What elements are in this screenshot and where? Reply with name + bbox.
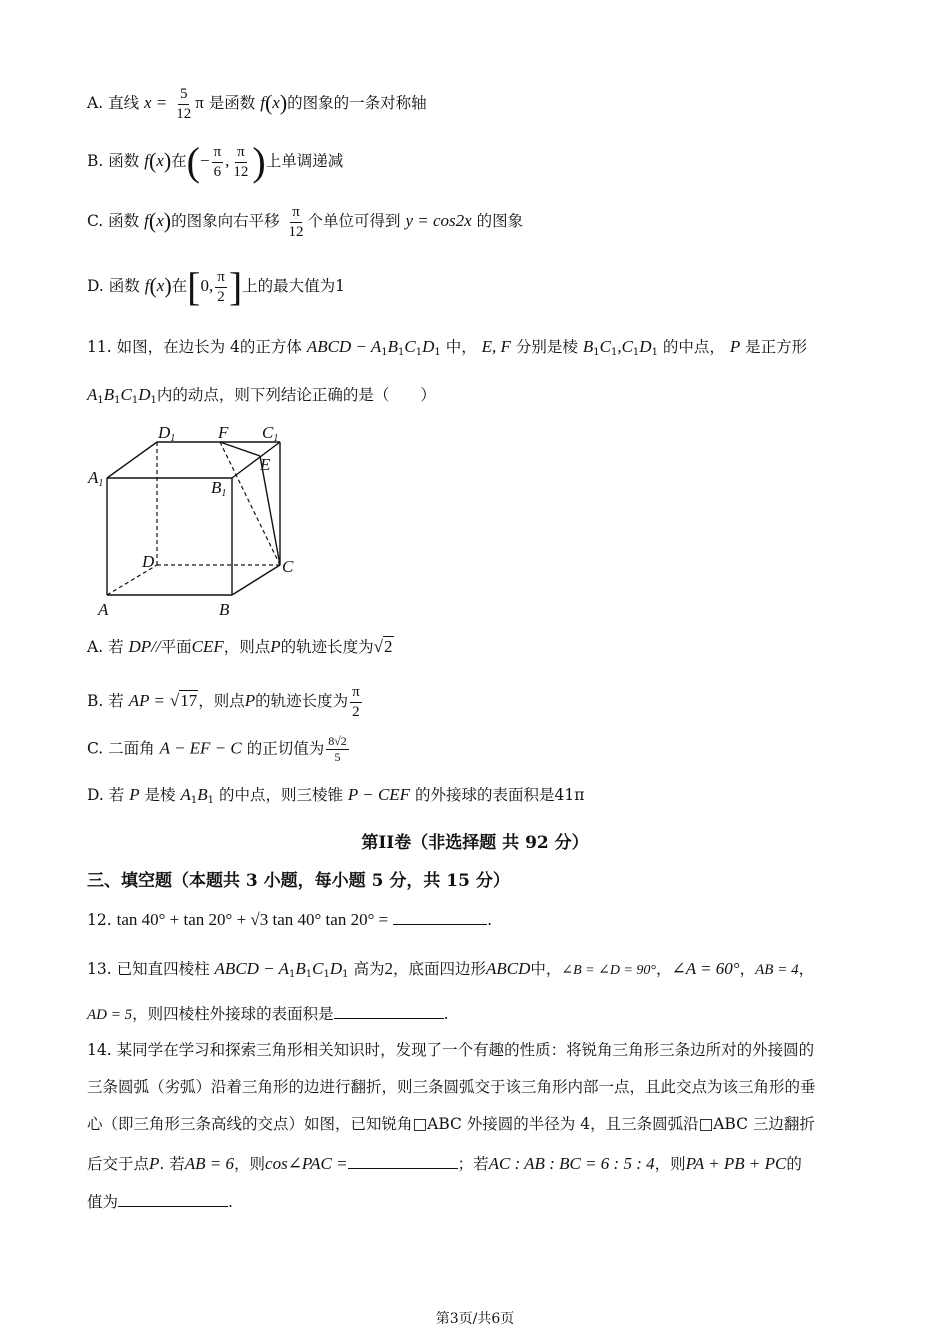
label-a1: A1 [88, 468, 104, 489]
math-expr: DP// [128, 637, 161, 656]
denominator: 12 [288, 223, 304, 240]
q10-option-d: D. 函数 f(x)在[0, $\frac{\pi}{2}$ ]上的最大值为1 [87, 264, 346, 309]
question-text: 内的动点，则下列结论正确的是（ ） [156, 386, 436, 404]
math-expr: 2 [384, 959, 393, 978]
question-text: ， [798, 960, 815, 978]
fraction [231, 144, 250, 180]
minus: − [200, 151, 210, 170]
denominator: 12 [233, 163, 249, 180]
fraction [326, 735, 349, 764]
math-expr: ∠B = ∠D = 90° [561, 963, 656, 978]
q11-stem-line2: $A_1B_1C_1D_1$内的动点，则下列结论正确的是（ ） [87, 385, 436, 406]
math-p: P [129, 785, 140, 804]
math-p: P [244, 691, 256, 710]
answer-blank-1[interactable] [348, 1154, 458, 1169]
question-text: 某同学在学习和探索三角形相关知识时，发现了一个有趣的性质：将锐角三角形三条边所对的外接圆的 [116, 1041, 815, 1059]
numerator: π [290, 204, 302, 223]
option-text: 函数 [108, 152, 140, 170]
label-a: A [98, 600, 109, 619]
numerator: 8√2 [326, 735, 349, 750]
label-d1: D1 [158, 423, 176, 444]
q14-line3: 心（即三角形三条高线的交点）如图，已知锐角□ABC 外接圆的半径为 4，且三条圆弧沿□ABC 三边翻折 [87, 1115, 815, 1133]
math-x: x [156, 276, 165, 295]
option-label: A. [87, 638, 104, 656]
fraction [174, 86, 193, 122]
period: . [228, 1193, 233, 1211]
option-text: 上单调递减 [265, 152, 344, 170]
option-text: 直线 [108, 94, 140, 112]
math-p: P [270, 637, 281, 656]
question-text: ， [656, 960, 672, 978]
question-text: 是正方形 [745, 338, 808, 356]
edge-b1c1 [232, 442, 280, 478]
option-text: 在 [171, 152, 187, 170]
option-text: 在 [171, 277, 188, 295]
question-text: ，则 [234, 1155, 266, 1173]
q14-line5 [87, 1192, 233, 1211]
option-text: 个单位可得到 [307, 212, 401, 230]
question-text: 高为 [353, 960, 385, 978]
label-b1: B1 [211, 478, 227, 499]
q12 [87, 910, 492, 929]
label-c: C [282, 557, 294, 576]
math-expr: AB = 6 [184, 1154, 235, 1173]
label-d: D [142, 552, 155, 571]
math-expr: tan 40° + tan 20° + √3 tan 40° tan 20° = [116, 910, 389, 929]
fraction [287, 204, 306, 240]
denominator: 2 [217, 288, 225, 305]
q14-line2: 三条圆弧（劣弧）沿着三角形的边进行翻折，则三条圆弧交于该三角形内部一点，且此交点为该三角形的垂 [87, 1078, 816, 1096]
math-expr: ABCD − A [214, 959, 289, 978]
option-text: 二面角 [108, 739, 155, 758]
option-text: 是函数 [208, 94, 256, 112]
math-expr: ∠A = 60° [671, 959, 740, 978]
radicand: 17 [180, 691, 198, 710]
denominator: 6 [213, 163, 222, 180]
question-number: 14. [87, 1041, 112, 1059]
option-text: 的外接球的表面积是41π [415, 786, 585, 804]
q11-stem-line1: 11. 如图，在边长为 4的正方体 ABCD − $A_1B_1C_1D_1$ 中， E, F 分别是棱 $B_1C_1,C_1D_1$ 的中点， P 是正方形 [87, 337, 808, 358]
sqrt: √17 [169, 691, 198, 710]
option-text: 的轨迹长度为 [255, 692, 349, 710]
option-text: 若 [108, 786, 125, 804]
option-label: B. [87, 692, 104, 710]
option-text: 的中点，则三棱锥 [218, 786, 343, 804]
question-text: ；若 [457, 1155, 489, 1173]
denominator: 12 [176, 105, 192, 122]
option-label: B. [87, 152, 104, 170]
comma: , [225, 151, 230, 170]
option-text: 上的最大值为1 [242, 277, 346, 295]
math-f: f [144, 151, 149, 170]
option-text: 的图象向右平移 [171, 212, 280, 230]
question-text: 分别是棱 [515, 338, 578, 356]
math-p: P [729, 337, 741, 356]
option-label: C. [87, 212, 104, 230]
math-x: x [156, 151, 164, 170]
sqrt: √2 [373, 637, 393, 656]
numerator: π [235, 144, 247, 163]
q11-option-d: D. 若 P 是棱 $A_1B_1$ 的中点，则三棱锥 P − CEF 的外接球的表面积是41π [87, 785, 585, 806]
label-b: B [219, 600, 230, 619]
question-text: 已知直四棱柱 [116, 960, 210, 978]
option-text: ，则点 [223, 638, 271, 656]
segment-fe [220, 442, 260, 456]
math-expr: E, F [481, 337, 511, 356]
page-footer: 第3页/共6页 [435, 1311, 515, 1327]
math-expr: ABCD [485, 959, 531, 978]
question-text: 值为 [87, 1193, 119, 1211]
option-label: C. [87, 739, 104, 758]
q11-option-b [87, 684, 364, 720]
option-text: 平面 [160, 638, 192, 656]
math-expr: y = cos2x [405, 211, 472, 230]
answer-blank[interactable] [334, 1004, 444, 1019]
denominator: 5 [334, 750, 341, 765]
label-f: F [218, 423, 229, 442]
math-f: f [144, 276, 150, 295]
math-expr: cos∠PAC = [265, 1154, 348, 1173]
math-expr: A − EF − C [159, 738, 242, 758]
math-expr: CEF [191, 637, 224, 656]
question-text: . 若 [159, 1155, 185, 1173]
math-expr: AP = [128, 691, 165, 710]
option-text: 的图象的一条对称轴 [287, 94, 427, 112]
option-text: 若 [108, 638, 124, 656]
option-text: 的轨迹长度为 [280, 638, 374, 656]
math-expr: AD = 5 [87, 1007, 133, 1023]
math-expr: ABCD − A [306, 337, 382, 356]
question-text: ，底面四边形 [392, 960, 486, 978]
question-text: ， [739, 960, 756, 978]
math-expr: P − CEF [347, 785, 411, 804]
numerator: π [215, 269, 227, 288]
option-text: 若 [108, 692, 124, 710]
question-text: ，则 [654, 1155, 686, 1173]
q10-option-b: B. 函数 f(x)在(− $\frac{\pi}{6}$ , $\frac{\pi}{12}$ )上单调递减 [87, 139, 344, 184]
answer-blank-2[interactable] [118, 1192, 228, 1207]
math-expr: x = [144, 93, 168, 112]
math-expr: AB = 4 [755, 962, 799, 978]
option-text: 函数 [108, 277, 140, 295]
fraction [215, 269, 227, 305]
math-expr: AC : AB : BC = 6 : 5 : 4 [488, 1154, 655, 1173]
q10-option-a: A. 直线 x = $\frac{5}{12}$ π 是函数 f(x)的图象的一条对称轴 [87, 86, 427, 122]
math-f: f [260, 93, 265, 112]
question-number: 12. [87, 911, 112, 929]
math-x: x [156, 211, 164, 230]
option-text: 的正切值为 [246, 739, 325, 758]
math-x: x [272, 93, 280, 112]
q10-option-c: C. 函数 f(x)的图象向右平移 $\frac{\pi}{12}$ 个单位可得到 y = cos2x 的图象 [87, 204, 524, 240]
option-text: 函数 [108, 212, 140, 230]
question-text: 如图，在边长为 4的正方体 [116, 338, 302, 356]
math-expr: PA + PB + PC [685, 1154, 787, 1173]
cube-figure [80, 420, 310, 625]
radicand: 2 [384, 637, 393, 656]
question-text: 后交于点 [87, 1155, 150, 1173]
label-c1: C1 [262, 423, 279, 444]
numerator: π [212, 144, 224, 163]
q13-line1: 13. 已知直四棱柱 ABCD − $A_1B_1C_1D_1$ 高为2，底面四边形ABCD中，∠B = ∠D = 90°，∠A = 60°，AB = 4， [87, 959, 815, 980]
question-text: 中， [530, 960, 562, 978]
denominator: 2 [352, 703, 360, 720]
q14-line1 [87, 1043, 814, 1059]
math-p: P [149, 1154, 160, 1173]
hidden-segment-fc [220, 442, 280, 565]
section3-title: 三、填空题（本题共 3 小题，每小题 5 分，共 15 分） [87, 871, 510, 891]
math-zero: 0, [200, 276, 214, 295]
question-text: 的 [786, 1155, 802, 1173]
period: . [487, 911, 493, 929]
option-text: ，则点 [198, 692, 245, 710]
question-number: 11. [87, 338, 112, 356]
q11-option-a [87, 638, 394, 656]
option-label: A. [87, 94, 104, 112]
fraction [212, 144, 224, 180]
question-text: 的中点， [662, 338, 725, 356]
q11-option-c [87, 735, 351, 764]
option-label: D. [87, 786, 104, 804]
question-number: 13. [87, 960, 112, 978]
edge-a1d1 [107, 442, 157, 478]
question-text: 中， [445, 338, 477, 356]
option-label: D. [87, 277, 104, 295]
edge-bc [232, 565, 280, 595]
question-text: ，则四棱柱外接球的表面积是 [132, 1005, 334, 1023]
numerator: 5 [178, 86, 190, 105]
period: . [443, 1005, 449, 1023]
answer-blank[interactable] [393, 910, 487, 925]
pi-symbol: π [195, 93, 204, 112]
fraction [350, 684, 362, 720]
q14-line4 [87, 1154, 802, 1173]
part2-title: 第II卷（非选择题 共 92 分） [361, 833, 589, 853]
numerator: π [350, 684, 362, 703]
q13-line2 [87, 1004, 449, 1023]
option-text: 的图象 [476, 212, 524, 230]
label-e: E [260, 455, 271, 474]
option-text: 是棱 [144, 786, 176, 804]
math-f: f [144, 211, 149, 230]
